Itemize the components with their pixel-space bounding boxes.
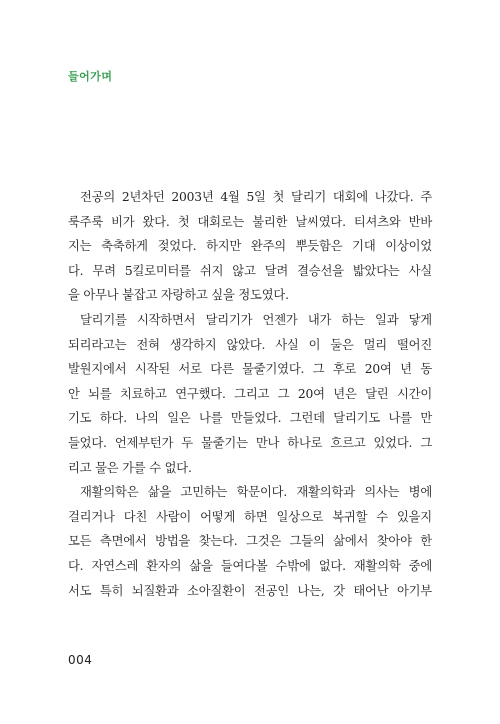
page-number: 004 bbox=[68, 653, 93, 667]
text-line: 룩주룩 비가 왔다. 첫 대회로는 불리한 날씨였다. 티셔츠와 반바 bbox=[68, 214, 432, 229]
text-line: 걸리거나 다친 사람이 어떻게 하면 일상으로 복귀할 수 있을지 bbox=[68, 509, 432, 524]
text-line: 안 뇌를 치료하고 연구했다. 그리고 그 20여 년은 달린 시간이 bbox=[68, 386, 432, 401]
text-line: 다. 무려 5킬로미터를 쉬지 않고 달려 결승선을 밟았다는 사실 bbox=[68, 263, 432, 278]
text-line: 들었다. 언제부턴가 두 물줄기는 만나 하나로 흐르고 있었다. 그 bbox=[68, 435, 432, 450]
text-line: 기도 하다. 나의 일은 나를 만들었다. 그런데 달리기도 나를 만 bbox=[68, 411, 432, 426]
text-line: 발원지에서 시작된 서로 다른 물줄기였다. 그 후로 20여 년 동 bbox=[68, 362, 432, 377]
text-line: 되리라고는 전혀 생각하지 않았다. 사실 이 둘은 멀리 떨어진 bbox=[68, 337, 432, 352]
section-label: 들어가며 bbox=[68, 70, 113, 83]
text-line: 서도 특히 뇌질환과 소아질환이 전공인 나는, 갓 태어난 아기부 bbox=[68, 583, 432, 598]
text-line: 리고 물은 가를 수 없다. bbox=[68, 460, 192, 475]
text-line: 지는 축축하게 젖었다. 하지만 완주의 뿌듯함은 기대 이상이었 bbox=[68, 239, 432, 254]
text-line: 을 아무나 붙잡고 자랑하고 싶을 정도였다. bbox=[68, 288, 289, 303]
text-line: 전공의 2년차던 2003년 4월 5일 첫 달리기 대회에 나갔다. 주 bbox=[80, 190, 432, 204]
text-line: 재활의학은 삶을 고민하는 학문이다. 재활의학과 의사는 병에 bbox=[80, 485, 432, 500]
text-line: 다. 자연스레 환자의 삶을 들여다볼 수밖에 없다. 재활의학 중에 bbox=[68, 558, 432, 573]
text-line: 모든 측면에서 방법을 찾는다. 그것은 그들의 삶에서 찾아야 한 bbox=[68, 534, 432, 549]
body-text bbox=[68, 185, 432, 603]
text-line: 달리기를 시작하면서 달리기가 언젠가 내가 하는 일과 닿게 bbox=[80, 312, 432, 327]
